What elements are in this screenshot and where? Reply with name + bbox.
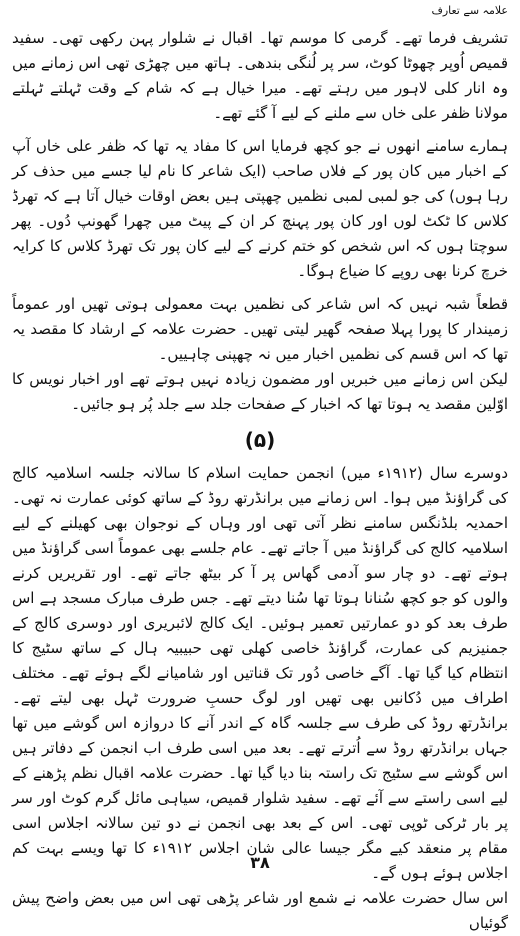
paragraph: قطعاً شبہ نہیں کہ اس شاعر کی نظمیں بہت معمولی ہوتی تھیں اور عموماً زمیندار کا پورا پہلا صفحہ گھیر لیتی تھیں۔ حضرت علامہ کے ارشاد کا مقصد یہ تھا کہ اس قسم کی نظمیں اخبار میں نہ چھپنی چاہییں۔	[12, 295, 508, 363]
body-text	[12, 26, 508, 936]
paragraph: اس سال حضرت علامہ نے شمع اور شاعر پڑھی تھی اس میں بعض واضح پیش گوئیاں	[12, 889, 508, 932]
section-heading: (۵)	[244, 428, 276, 452]
paragraph: تشریف فرما تھے۔ گرمی کا موسم تھا۔ اقبال نے شلوار پہن رکھی تھی۔ سفید قمیص اُوپر چھوٹا کوٹ، سر پر لُنگی بندھی۔ ہاتھ میں چھڑی تھی اس زمانے میں وہ انار کلی لاہور میں رہتے تھے۔ میرا خیال ہے کہ شام کے وقت ٹہلتے ٹہلتے مولانا ظفر علی خاں سے ملنے کے لیے آ گئے تھے۔	[12, 29, 508, 122]
paragraph: دوسرے سال (۱۹۱۲ء میں) انجمن حمایت اسلام کا سالانہ جلسہ اسلامیہ کالج کی گراؤنڈ میں ہوا۔ اس زمانے میں برانڈرتھ روڈ کے ساتھ کوئی عمارت نہ تھی۔ احمدیہ بلڈنگس سامنے نظر آتی تھی اور وہاں کے نوجوان بھی کھیلنے کے لیے اسلامیہ کالج کی گراؤنڈ میں آ جاتے تھے۔ عام جلسے بھی عموماً اسی گراؤنڈ میں ہوتے تھے۔ دو چار سو آدمی گھاس پر آ کر بیٹھ جاتے تھے۔ اور تقریریں کرنے والوں کو جو کچھ سُنانا ہوتا تھا سُنا دیتے تھے۔ جس طرف مبارک مسجد ہے اس طرف بعد کو دو عمارتیں تعمیر ہوئیں۔ ایک کالج لائبریری اور دوسری کالج کے جمنیزیم کی عمارت، گراؤنڈ خاصی کھلی تھی حبیبیہ ہال کے ساتھ سٹیج کا انتظام کیا گیا تھا۔ آگے خاصی دُور تک قناتیں اور شامیانے لگے ہوئے تھے۔ مختلف اطراف میں دُکانیں بھی تھیں اور لوگ حسبِ ضرورت ٹہل بھی لیتے تھے۔ برانڈرتھ روڈ کی طرف سے جلسہ گاہ کے اندر آنے کا دروازہ اس گوشے میں تھا جہاں برانڈرتھ روڈ سے اُترتے تھے۔ بعد میں اسی طرف اب انجمن کے دفاتر ہیں اس گوشے سے سٹیج تک راستہ بنا دیا گیا تھا۔ حضرت علامہ اقبال نظم پڑھنے کے لیے اسی راستے سے آئے تھے۔ سفید شلوار قمیص، سیاہی مائل گرم کوٹ اور سر پر بار ٹرکی ٹوپی تھی۔ اس کے بعد بھی انجمن نے دو تین سالانہ اجلاس اسی مقام پر منعقد کیے مگر جیسا عالی شان اجلاس ۱۹۱۲ء کا تھا ویسے بہت کم اجلاس ہوئے ہوں گے۔	[12, 464, 509, 882]
running-header: علامہ سے تعارف	[431, 4, 508, 17]
paragraph: لیکن اس زمانے میں خبریں اور مضمون زیادہ نہیں ہوتے تھے اور اخبار نویس کا اوّلین مقصد یہ ہوتا تھا کہ اخبار کے صفحات جلد سے جلد پُر ہو جائیں۔	[12, 370, 508, 413]
paragraph: ہمارے سامنے انھوں نے جو کچھ فرمایا اس کا مفاد یہ تھا کہ ظفر علی خاں آپ کے اخبار میں کان پور کے فلاں صاحب (ایک شاعر کا نام لیا جسے میں حذف کر رہا ہوں) کی جو لمبی لمبی نظمیں چھپتی ہیں بعض اوقات خیال آتا ہے کہ تھرڈ کلاس کا ٹکٹ لوں اور کان پور پہنچ کر ان کے پیٹ میں چھرا گھونپ دُوں۔ پھر سوچتا ہوں کہ اس شخص کو ختم کرنے کے لیے کان پور تک تھرڈ کلاس کا کرایہ خرچ کرنا بھی روپے کا ضیاع ہوگا۔	[12, 137, 508, 280]
page-number: ۳۸	[250, 853, 270, 872]
